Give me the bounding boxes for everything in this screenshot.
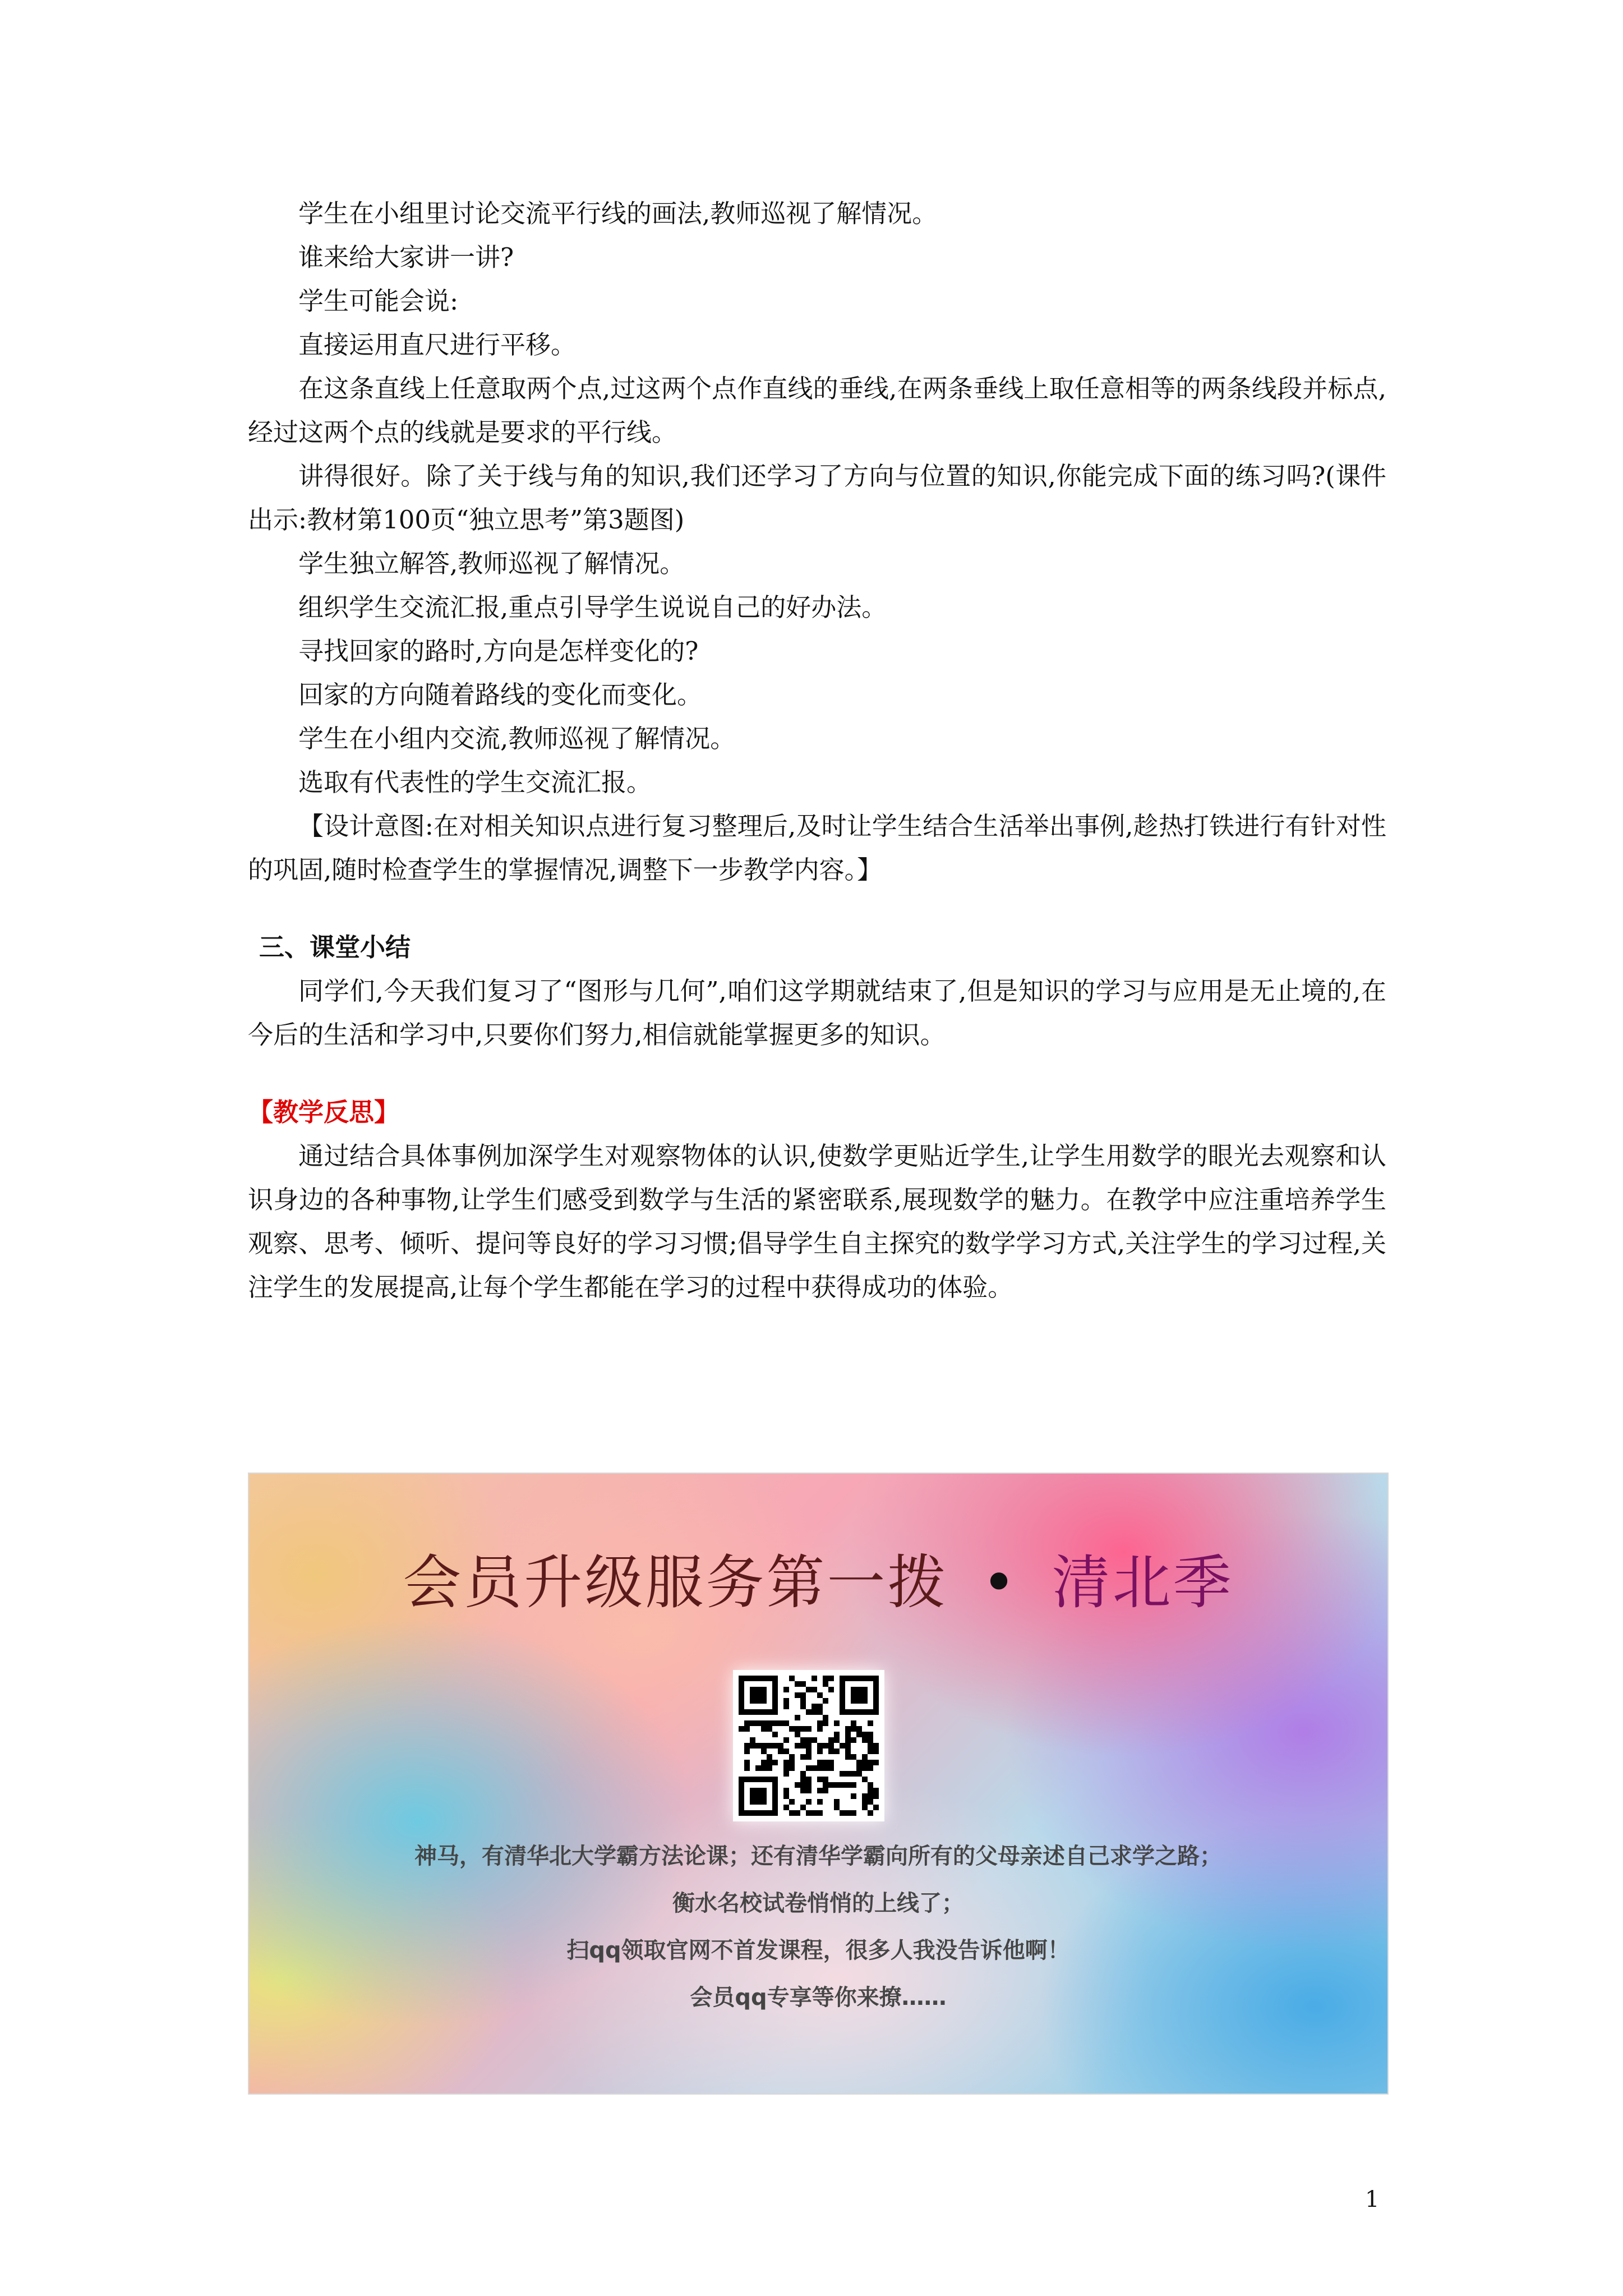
paragraph: 选取有代表性的学生交流汇报。	[298, 767, 652, 797]
paragraph: 回家的方向随着路线的变化而变化。	[298, 680, 703, 710]
paragraph: 在这条直线上任意取两个点,过这两个点作直线的垂线,在两条垂线上取任意相等的两条线段并标点,经过这两个点的线就是要求的平行线。	[248, 374, 1386, 447]
paragraph: 学生独立解答,教师巡视了解情况。	[298, 549, 685, 578]
qr-code[interactable]	[733, 1670, 884, 1821]
paragraph: 学生可能会说:	[298, 286, 459, 316]
summary-paragraph: 同学们,今天我们复习了“图形与几何”,咱们这学期就结束了,但是知识的学习与应用是无止境的,在今后的生活和学习中,只要你们努力,相信就能掌握更多的知识。	[248, 976, 1386, 1050]
paragraph: 谁来给大家讲一讲?	[298, 242, 514, 272]
paragraph: 组织学生交流汇报,重点引导学生说说自己的好办法。	[298, 592, 887, 622]
banner-title	[249, 1535, 1387, 1619]
banner-line: 神马，有清华北大学霸方法论课；还有清华学霸向所有的父母亲述自己求学之路；	[414, 1843, 1222, 1869]
qr-code-icon	[739, 1676, 879, 1816]
section-heading-summary: 三、课堂小结	[259, 932, 411, 962]
paragraph: 学生在小组内交流,教师巡视了解情况。	[298, 724, 736, 753]
banner-text	[249, 1833, 1387, 2021]
document-body	[248, 192, 1386, 1309]
page-number: 1	[1365, 2187, 1380, 2212]
design-intent-note: 【设计意图:在对相关知识点进行复习整理后,及时让学生结合生活举出事例,趁热打铁进行有针对性的巩固,随时检查学生的掌握情况,调整下一步教学内容。】	[248, 811, 1386, 885]
banner-title-right: 清北季	[1052, 1548, 1234, 1617]
promo-banner	[248, 1473, 1389, 2095]
banner-line: 扫qq领取官网不首发课程，很多人我没告诉他啊！	[566, 1938, 1070, 1963]
paragraph: 直接运用直尺进行平移。	[298, 330, 577, 360]
reflection-heading: 【教学反思】	[248, 1097, 400, 1127]
paragraph: 学生在小组里讨论交流平行线的画法,教师巡视了解情况。	[298, 199, 938, 228]
paragraph: 寻找回家的路时,方向是怎样变化的?	[298, 636, 699, 666]
banner-line: 会员qq专享等你来撩……	[690, 1985, 947, 2010]
banner-title-dot: •	[981, 1548, 1018, 1617]
banner-title-left: 会员升级服务第一拨	[403, 1548, 948, 1617]
paragraph: 讲得很好。除了关于线与角的知识,我们还学习了方向与位置的知识,你能完成下面的练习吗?(课件出示:教材第100页“独立思考”第3题图)	[248, 461, 1386, 535]
reflection-paragraph: 通过结合具体事例加深学生对观察物体的认识,使数学更贴近学生,让学生用数学的眼光去观察和认识身边的各种事物,让学生们感受到数学与生活的紧密联系,展现数学的魅力。在教学中应注重培养学生观察、思考、倾听、提问等良好的学习习惯;倡导学生自主探究的数学学习方式,关注学生的学习过程,关注学生的发展提高,让每个学生都能在学习的过程中获得成功的体验。	[248, 1141, 1386, 1302]
banner-line: 衡水名校试卷悄悄的上线了；	[672, 1890, 964, 1916]
